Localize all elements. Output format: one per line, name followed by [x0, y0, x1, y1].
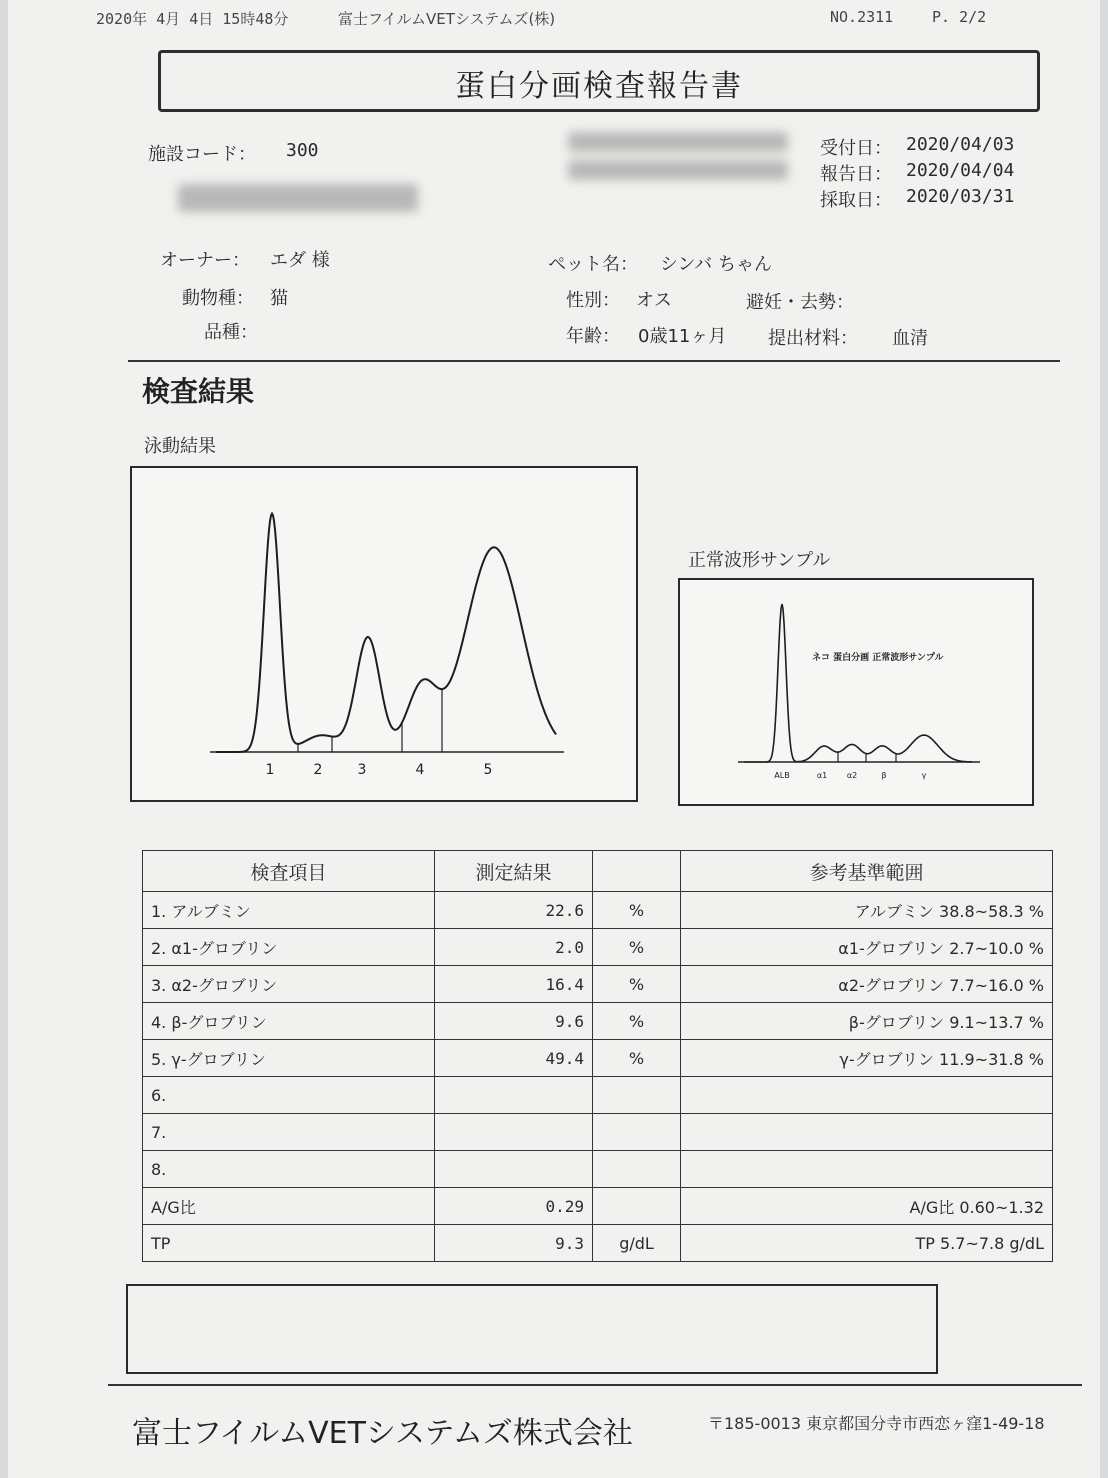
- row-item: A/G比: [143, 1188, 435, 1225]
- header-item: 検査項目: [143, 851, 435, 892]
- electrophoresis-title: 泳動結果: [144, 436, 216, 457]
- sample-material-label: 提出材料：: [768, 328, 858, 349]
- collection-date-label: 採取日：: [820, 190, 892, 211]
- sex-label: 性別：: [566, 290, 620, 311]
- fraction-label: 5: [483, 762, 493, 778]
- row-value: 49.4: [435, 1040, 593, 1077]
- owner-value: エダ 様: [270, 250, 330, 271]
- neuter-label: 避妊・去勢：: [746, 292, 854, 313]
- fraction-label: 3: [357, 762, 367, 778]
- fraction-label: 1: [265, 762, 275, 778]
- collection-date-value: 2020/03/31: [906, 186, 1015, 207]
- table-row: [143, 1151, 1053, 1188]
- fax-sender: 富士フイルムVETシステムズ(株): [338, 10, 556, 28]
- header-result: 測定結果: [435, 851, 593, 892]
- company-address: 〒185-0013 東京都国分寺市西恋ヶ窪1-49-18: [708, 1414, 1045, 1433]
- report-date-label: 報告日：: [820, 164, 892, 185]
- company-name: 富士フイルムVETシステムズ株式会社: [132, 1416, 633, 1451]
- results-table: [142, 850, 1053, 1262]
- row-reference: [681, 1077, 1053, 1114]
- sample-material-value: 血清: [892, 328, 928, 349]
- row-value: 2.0: [435, 929, 593, 966]
- page-title: 蛋白分画検査報告書: [455, 69, 743, 104]
- electrophoresis-chart: [132, 468, 636, 800]
- redacted-info-1: [568, 132, 788, 152]
- normal-sample-chart: [680, 580, 1032, 804]
- species-value: 猫: [270, 288, 288, 309]
- row-item: 3. α2-グロブリン: [143, 966, 435, 1003]
- fax-number: NO.2311: [830, 8, 894, 26]
- row-value: 22.6: [435, 892, 593, 929]
- normal-sample-chart-frame: [678, 578, 1034, 806]
- species-label: 動物種：: [182, 288, 254, 309]
- title-box: [158, 50, 1040, 112]
- fraction-label: γ: [921, 771, 927, 780]
- row-value: [435, 1114, 593, 1151]
- row-value: 9.3: [435, 1225, 593, 1262]
- table-row: [143, 892, 1053, 929]
- row-reference: [681, 1151, 1053, 1188]
- pet-name-label: ペット名：: [548, 254, 638, 275]
- normal-sample-title: 正常波形サンプル: [688, 550, 831, 571]
- row-unit: %: [593, 1003, 681, 1040]
- chart-inner-title: ネコ 蛋白分画 正常波形サンプル: [812, 653, 944, 663]
- row-reference: A/G比 0.60~1.32: [681, 1188, 1053, 1225]
- fraction-label: ALB: [774, 771, 790, 780]
- facility-code-value: 300: [286, 140, 319, 161]
- redacted-hospital-name: [178, 184, 418, 212]
- fax-page: P. 2/2: [932, 8, 987, 26]
- row-value: [435, 1151, 593, 1188]
- row-reference: β-グロブリン 9.1~13.7 %: [681, 1003, 1053, 1040]
- row-unit: g/dL: [593, 1225, 681, 1262]
- row-unit: %: [593, 1040, 681, 1077]
- row-unit: %: [593, 966, 681, 1003]
- row-reference: α2-グロブリン 7.7~16.0 %: [681, 966, 1053, 1003]
- row-value: 9.6: [435, 1003, 593, 1040]
- row-value: 0.29: [435, 1188, 593, 1225]
- fraction-label: α2: [846, 771, 858, 780]
- row-value: [435, 1077, 593, 1114]
- row-item: 2. α1-グロブリン: [143, 929, 435, 966]
- table-row: [143, 1003, 1053, 1040]
- pet-name-value: シンバ ちゃん: [660, 254, 773, 275]
- table-row: [143, 1225, 1053, 1262]
- report-date-value: 2020/04/04: [906, 160, 1015, 181]
- row-item: 4. β-グロブリン: [143, 1003, 435, 1040]
- row-item: 6.: [143, 1077, 435, 1114]
- footer-divider: [108, 1384, 1082, 1386]
- table-row: [143, 1188, 1053, 1225]
- table-row: [143, 1077, 1053, 1114]
- header-unit: [593, 851, 681, 892]
- fraction-label: 4: [415, 762, 425, 778]
- redacted-info-2: [568, 160, 788, 180]
- table-row: [143, 966, 1053, 1003]
- fraction-label: 2: [313, 762, 323, 778]
- row-item: 5. γ-グロブリン: [143, 1040, 435, 1077]
- electrophoresis-chart-frame: [130, 466, 638, 802]
- row-item: TP: [143, 1225, 435, 1262]
- row-reference: γ-グロブリン 11.9~31.8 %: [681, 1040, 1053, 1077]
- section-title: 検査結果: [142, 375, 255, 408]
- row-item: 7.: [143, 1114, 435, 1151]
- row-unit: [593, 1151, 681, 1188]
- row-reference: アルブミン 38.8~58.3 %: [681, 892, 1053, 929]
- row-unit: %: [593, 892, 681, 929]
- age-value: 0歳11ヶ月: [638, 326, 727, 347]
- row-item: 8.: [143, 1151, 435, 1188]
- comment-box: [126, 1284, 938, 1374]
- row-unit: %: [593, 929, 681, 966]
- received-date-value: 2020/04/03: [906, 134, 1015, 155]
- report-paper: [8, 0, 1100, 1478]
- electrophoresis-curve: [744, 604, 972, 762]
- row-reference: [681, 1114, 1053, 1151]
- row-item: 1. アルブミン: [143, 892, 435, 929]
- row-reference: TP 5.7~7.8 g/dL: [681, 1225, 1053, 1262]
- table-header-row: [143, 851, 1053, 892]
- table-row: [143, 1040, 1053, 1077]
- row-value: 16.4: [435, 966, 593, 1003]
- facility-code-label: 施設コード：: [148, 144, 256, 165]
- divider: [128, 360, 1060, 362]
- age-label: 年齢：: [566, 326, 620, 347]
- owner-label: オーナー：: [160, 250, 250, 271]
- header-reference: 参考基準範囲: [681, 851, 1053, 892]
- table-row: [143, 929, 1053, 966]
- row-unit: [593, 1077, 681, 1114]
- row-unit: [593, 1188, 681, 1225]
- received-date-label: 受付日：: [820, 138, 892, 159]
- fax-datetime: 2020年 4月 4日 15時48分: [96, 10, 289, 28]
- row-reference: α1-グロブリン 2.7~10.0 %: [681, 929, 1053, 966]
- table-row: [143, 1114, 1053, 1151]
- sex-value: オス: [636, 290, 672, 311]
- fraction-label: α1: [816, 771, 828, 780]
- electrophoresis-curve: [216, 514, 556, 752]
- row-unit: [593, 1114, 681, 1151]
- fraction-label: β: [881, 771, 887, 780]
- breed-label: 品種：: [204, 322, 258, 343]
